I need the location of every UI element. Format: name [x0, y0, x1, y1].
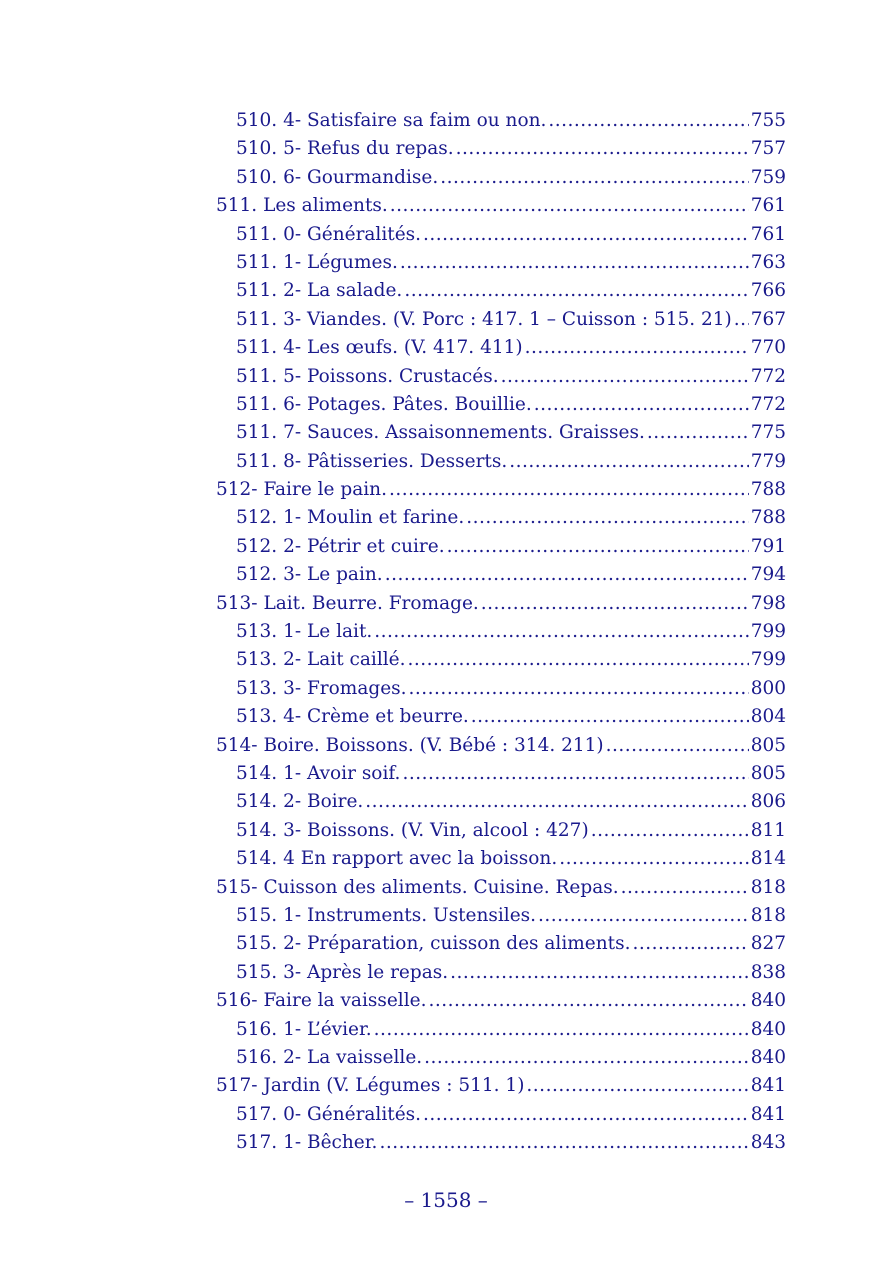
toc-entry-page: 818 [750, 876, 786, 898]
toc-entry-page: 811 [750, 819, 786, 841]
toc-entry [0, 590, 892, 618]
toc-entry-label: 515- Cuisson des aliments. Cuisine. Repas. [216, 876, 619, 898]
dot-leader [548, 107, 748, 135]
dot-leader [534, 391, 749, 419]
dot-leader [606, 732, 749, 760]
toc-entry [0, 845, 892, 873]
toc-entry-page: 818 [750, 904, 786, 926]
dot-leader [404, 277, 748, 305]
toc-entry [0, 817, 892, 845]
toc-entry [0, 1101, 892, 1129]
toc-entry-page: 788 [750, 479, 786, 501]
toc-entry-label: 512- Faire le pain. [216, 479, 387, 501]
toc-entry-page: 843 [750, 1132, 786, 1154]
toc-entry-label: 511. Les aliments. [216, 195, 388, 217]
dot-leader [402, 760, 748, 788]
toc-entry-page: 794 [750, 564, 786, 586]
toc-entry-page: 759 [750, 166, 786, 188]
toc-entry-page: 799 [750, 621, 786, 643]
dot-leader [591, 817, 749, 845]
toc-entry-page: 772 [750, 393, 786, 415]
toc-entry-page: 757 [750, 138, 786, 160]
dot-leader [466, 504, 748, 532]
toc-entry-page: 827 [750, 933, 786, 955]
toc-entry-page: 772 [750, 365, 786, 387]
toc-entry-label: 514. 2- Boire. [236, 791, 364, 813]
toc-entry-label: 510. 4- Satisfaire sa faim ou non. [236, 110, 547, 131]
toc-entry-label: 516- Faire la vaisselle. [216, 990, 427, 1012]
dot-leader [400, 249, 749, 277]
toc-entry-page: 806 [750, 791, 786, 813]
toc-entry-page: 763 [750, 251, 786, 273]
toc-entry [0, 107, 892, 135]
page-number: – 1558 – [404, 1188, 488, 1212]
toc-entry [0, 476, 892, 504]
dot-leader [481, 590, 749, 618]
toc-entry-label: 513. 4- Crème et beurre. [236, 706, 469, 728]
toc-entry [0, 675, 892, 703]
toc-entry-label: 511. 0- Généralités. [236, 223, 422, 245]
toc-entry-label: 511. 6- Potages. Pâtes. Bouillie. [236, 393, 532, 415]
dot-leader [385, 561, 749, 589]
toc-entry-label: 513. 3- Fromages. [236, 677, 407, 699]
dot-leader [647, 419, 749, 447]
dot-leader [424, 1044, 749, 1072]
toc-entry [0, 902, 892, 930]
dot-leader [423, 1101, 749, 1129]
toc-entry-label: 511. 1- Légumes. [236, 251, 398, 273]
toc-entry [0, 1129, 892, 1157]
toc-entry-label: 514- Boire. Boissons. (V. Bébé : 314. 211) [216, 734, 604, 756]
toc-entry [0, 987, 892, 1015]
toc-entry-label: 511. 4- Les œufs. (V. 417. 411) [236, 337, 523, 359]
dot-leader [525, 334, 749, 362]
toc-entry-label: 514. 1- Avoir soif. [236, 762, 401, 784]
dot-leader [559, 845, 748, 873]
dot-leader [390, 192, 749, 220]
toc-entry-page: 761 [750, 195, 786, 217]
toc-entry [0, 760, 892, 788]
toc-entry [0, 135, 892, 163]
toc-entry [0, 533, 892, 561]
toc-entry-label: 513. 2- Lait caillé. [236, 649, 406, 671]
dot-leader [379, 1129, 748, 1157]
toc-entry-label: 516. 1- L’évier. [236, 1018, 372, 1040]
toc-entry-page: 788 [750, 507, 786, 529]
dot-leader [734, 306, 749, 334]
toc-entry [0, 618, 892, 646]
toc-entry-label: 511. 8- Pâtisseries. Desserts. [236, 450, 508, 472]
toc-entry [0, 1016, 892, 1044]
dot-leader [538, 902, 749, 930]
toc-entry-page: 841 [750, 1103, 786, 1125]
toc-entry-label: 517. 1- Bêcher. [236, 1132, 378, 1154]
toc-entry [0, 561, 892, 589]
toc-entry-label: 513- Lait. Beurre. Fromage. [216, 592, 479, 614]
toc-entry-page: 805 [750, 762, 786, 784]
toc-entry-page: 755 [750, 110, 786, 131]
dot-leader [471, 703, 749, 731]
table-of-contents [0, 107, 892, 1157]
dot-leader [509, 448, 748, 476]
toc-entry-label: 516. 2- La vaisselle. [236, 1046, 423, 1068]
dot-leader [409, 675, 749, 703]
toc-entry-page: 761 [750, 223, 786, 245]
toc-entry-page: 798 [750, 592, 786, 614]
toc-entry [0, 930, 892, 958]
toc-entry [0, 1072, 892, 1100]
toc-entry-page: 840 [750, 990, 786, 1012]
dot-leader [374, 618, 748, 646]
toc-entry-label: 515. 3- Après le repas. [236, 961, 449, 983]
toc-entry-page: 767 [750, 308, 786, 330]
toc-entry-label: 511. 2- La salade. [236, 280, 403, 302]
dot-leader [428, 987, 748, 1015]
toc-entry [0, 277, 892, 305]
toc-entry-label: 517. 0- Généralités. [236, 1103, 422, 1125]
dot-leader [374, 1016, 749, 1044]
toc-entry [0, 164, 892, 192]
toc-entry-label: 514. 3- Boissons. (V. Vin, alcool : 427) [236, 819, 589, 841]
dot-leader [501, 363, 749, 391]
toc-entry [0, 788, 892, 816]
toc-entry-label: 511. 7- Sauces. Assaisonnements. Graisses. [236, 422, 645, 444]
toc-entry-label: 511. 5- Poissons. Crustacés. [236, 365, 499, 387]
dot-leader [423, 221, 749, 249]
toc-entry [0, 419, 892, 447]
toc-entry-label: 511. 3- Viandes. (V. Porc : 417. 1 – Cuisson : 515. 21) [236, 308, 732, 330]
dot-leader [621, 874, 749, 902]
dot-leader [408, 646, 749, 674]
toc-entry-label: 512. 1- Moulin et farine. [236, 507, 465, 529]
toc-entry-page: 838 [750, 961, 786, 983]
toc-entry-label: 512. 3- Le pain. [236, 564, 383, 586]
toc-entry-page: 805 [750, 734, 786, 756]
toc-entry-label: 510. 5- Refus du repas. [236, 138, 454, 160]
toc-entry-page: 804 [750, 706, 786, 728]
toc-entry [0, 192, 892, 220]
toc-entry-label: 510. 6- Gourmandise. [236, 166, 439, 188]
toc-entry [0, 504, 892, 532]
toc-entry-page: 840 [750, 1018, 786, 1040]
toc-entry [0, 249, 892, 277]
toc-entry [0, 221, 892, 249]
dot-leader [526, 1072, 748, 1100]
toc-entry-label: 515. 1- Instruments. Ustensiles. [236, 904, 537, 926]
dot-leader [365, 788, 748, 816]
toc-entry [0, 306, 892, 334]
toc-entry [0, 959, 892, 987]
toc-entry [0, 646, 892, 674]
toc-entry-page: 800 [750, 677, 786, 699]
toc-entry [0, 363, 892, 391]
toc-entry-page: 779 [750, 450, 786, 472]
dot-leader [456, 135, 749, 163]
toc-entry-page: 814 [750, 848, 786, 870]
dot-leader [447, 533, 749, 561]
toc-entry [0, 448, 892, 476]
toc-entry-page: 766 [750, 280, 786, 302]
toc-entry-label: 515. 2- Préparation, cuisson des aliments. [236, 933, 631, 955]
toc-entry [0, 391, 892, 419]
toc-entry-page: 775 [750, 422, 786, 444]
toc-entry [0, 874, 892, 902]
toc-entry [0, 1044, 892, 1072]
toc-entry-label: 513. 1- Le lait. [236, 621, 373, 643]
toc-entry-label: 514. 4 En rapport avec la boisson. [236, 848, 558, 870]
toc-entry-page: 770 [750, 337, 786, 359]
toc-entry [0, 703, 892, 731]
dot-leader [440, 164, 748, 192]
toc-entry-label: 517- Jardin (V. Légumes : 511. 1) [216, 1075, 525, 1097]
toc-entry [0, 732, 892, 760]
toc-entry-page: 799 [750, 649, 786, 671]
toc-entry-page: 841 [750, 1075, 786, 1097]
toc-entry-page: 791 [750, 535, 786, 557]
toc-entry-page: 840 [750, 1046, 786, 1068]
toc-entry [0, 334, 892, 362]
dot-leader [450, 959, 749, 987]
toc-entry-label: 512. 2- Pétrir et cuire. [236, 535, 445, 557]
dot-leader [632, 930, 748, 958]
dot-leader [389, 476, 749, 504]
